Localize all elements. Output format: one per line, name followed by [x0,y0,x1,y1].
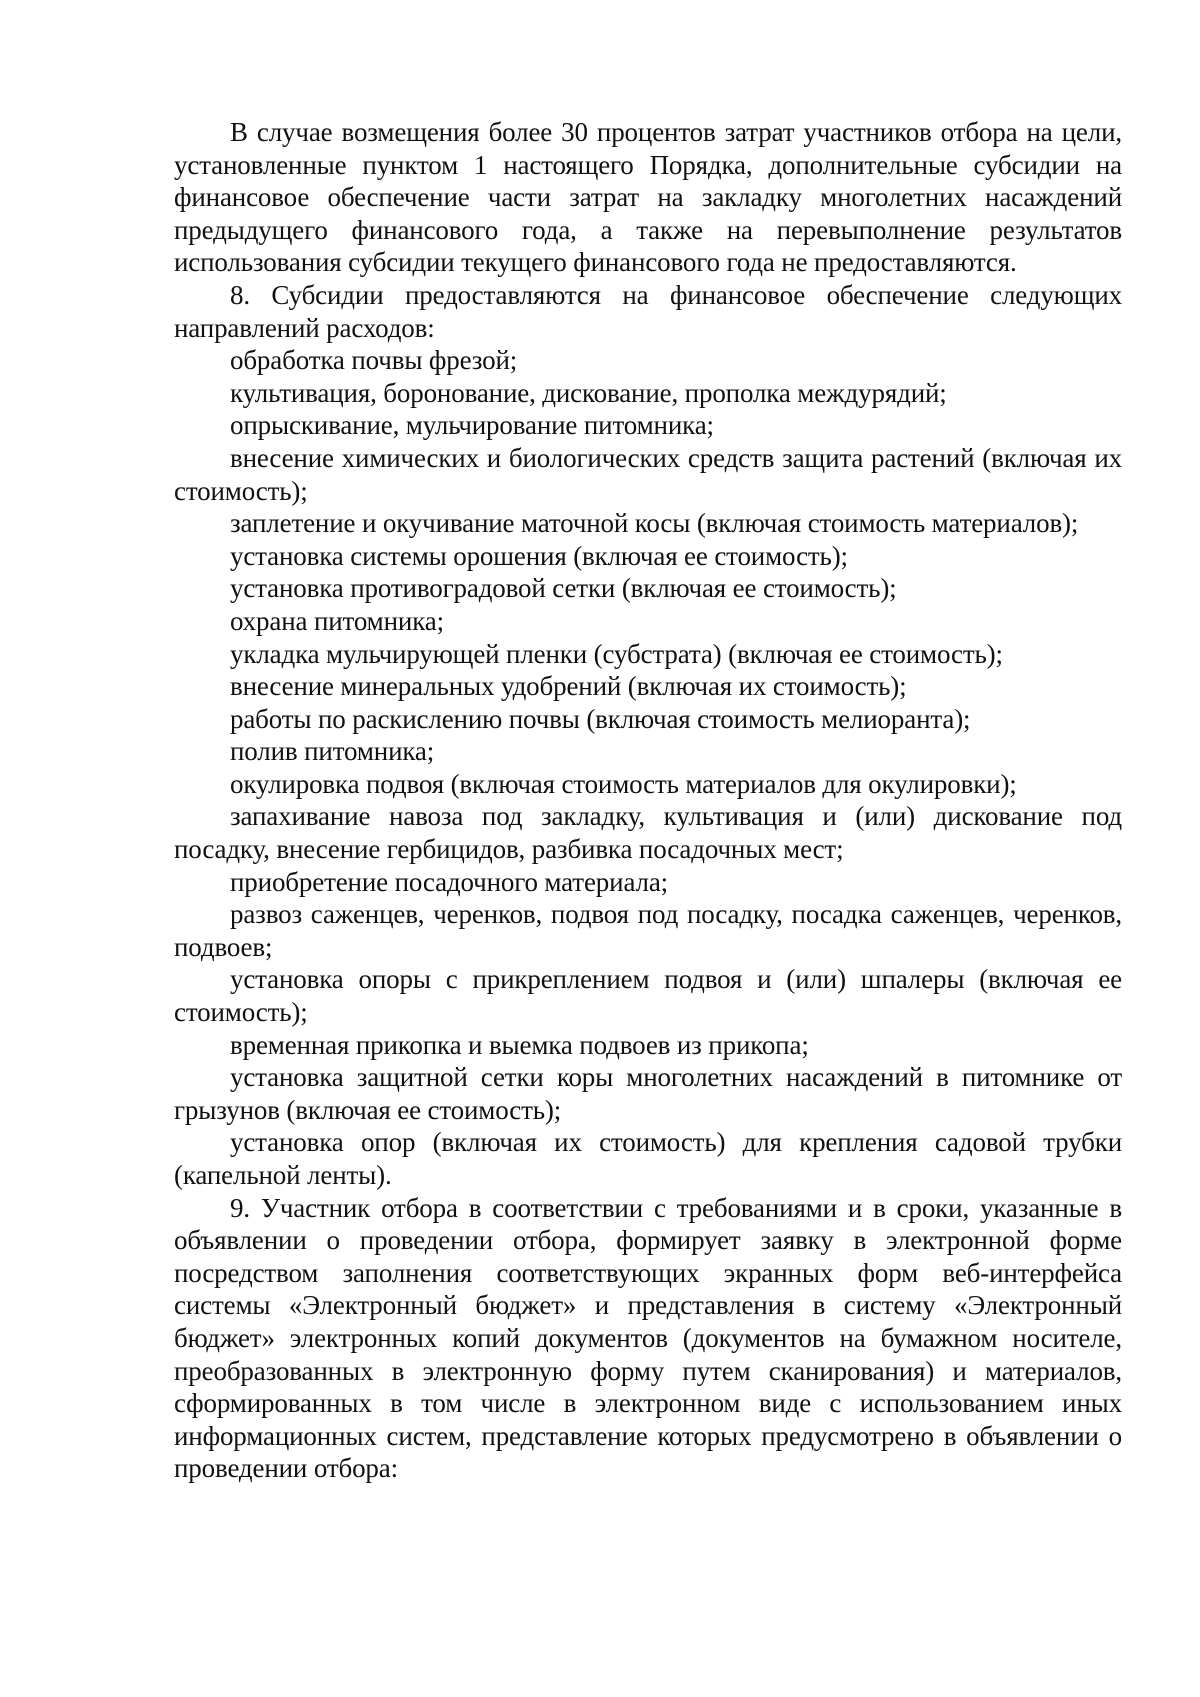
list-item: установка противоградовой сетки (включая ее стоимость); [230,573,897,604]
list-item: приобретение посадочного материала; [230,866,669,897]
list-item: работы по раскислению почвы (включая стоимость мелиоранта); [230,703,971,734]
list-item: внесение минеральных удобрений (включая их стоимость); [230,671,907,702]
list-item: установка системы орошения (включая ее стоимость); [230,540,848,571]
paragraph-9-application: 9. Участник отбора в соответствии с требованиями и в сроки, указанные в объявлении о проведении отбора, формирует заявку в электронной форме посредством заполнения соответствующих экранных форм веб-интерфейса системы «Электронный бюджет» и представления в систему «Электронный бюджет» электронных копий документов (документов на бумажном носителе, преобразованных в электронную форму путем сканирования) и материалов, сформированных в том числе в электронном виде с использованием иных информационных систем, представление которых предусмотрено в объявлении о проведении отбора: [174,1192,1122,1484]
list-item: полив питомника; [230,736,435,767]
list-item: установка опоры с прикреплением подвоя и (или) шпалеры (включая ее стоимость); [174,964,1122,1028]
list-item: опрыскивание, мульчирование питомника; [230,410,714,441]
list-item: развоз саженцев, черенков, подвоя под посадку, посадка саженцев, черенков, подвоев; [174,899,1122,962]
list-item: охрана питомника; [230,605,444,636]
list-item: временная прикопка и выемка подвоев из прикопа; [230,1029,809,1060]
list-item: установка защитной сетки коры многолетних насаждений в питомнике от грызунов (включая ее стоимость); [174,1062,1122,1125]
list-item: установка опор (включая их стоимость) для крепления садовой трубки (капельной ленты). [174,1127,1122,1190]
list-item: укладка мульчирующей пленки (субстрата) (включая ее стоимость); [230,638,1003,669]
paragraph-8-heading: 8. Субсидии предоставляются на финансовое обеспечение следующих направлений расходов: [174,279,1122,343]
list-item: обработка почвы фрезой; [230,345,518,376]
document-body [174,116,1122,1485]
list-item: внесение химических и биологических средств защита растений (включая их стоимость); [174,442,1122,506]
paragraph-reimbursement-limit: В случае возмещения более 30 процентов затрат участников отбора на цели, установленные пунктом 1 настоящего Порядка, дополнительные субсидии на финансовое обеспечение части затрат на закладку многолетних насаждений предыдущего финансового года, а также на перевыполнение результатов использования субсидии текущего финансового года не предоставляются. [174,117,1122,278]
list-item: запахивание навоза под закладку, культивация и (или) дискование под посадку, внесение гербицидов, разбивка посадочных мест; [174,801,1122,865]
list-item: заплетение и окучивание маточной косы (включая стоимость материалов); [230,508,1079,539]
list-item: культивация, боронование, дискование, прополка междурядий; [230,377,947,408]
list-item: окулировка подвоя (включая стоимость материалов для окулировки); [230,768,1017,799]
